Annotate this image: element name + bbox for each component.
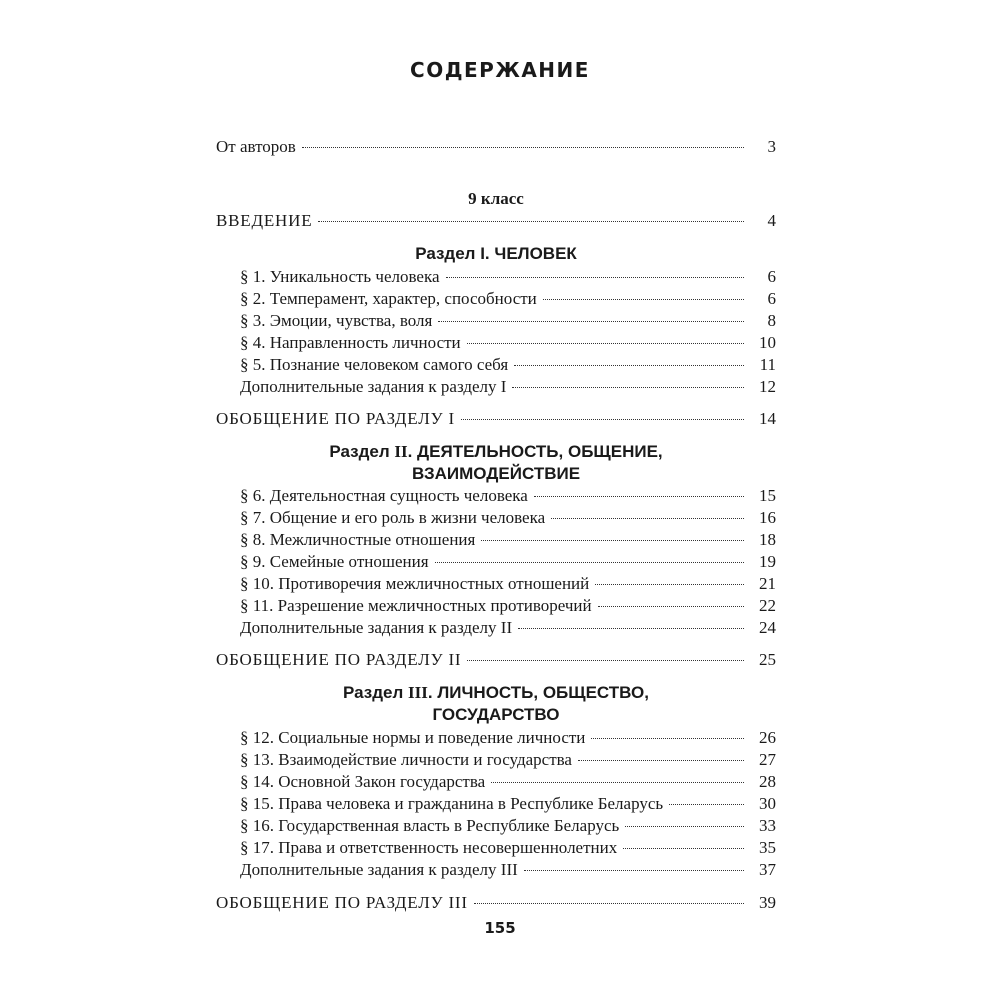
toc-summary-3[interactable]	[216, 891, 776, 915]
toc-entry-page: 3	[767, 137, 776, 156]
toc-entry-label: ВВЕДЕНИЕ	[216, 211, 313, 230]
toc-item-label: § 8. Межличностные отношения	[240, 530, 476, 549]
dot-leader	[578, 760, 744, 761]
dot-leader	[491, 782, 744, 783]
toc-item[interactable]	[240, 858, 776, 882]
toc-summary-2[interactable]	[216, 648, 776, 672]
toc-item-page: 22	[759, 596, 776, 615]
section-heading-3	[216, 682, 776, 704]
dot-leader	[474, 903, 744, 904]
section-title-prefix: Раздел	[329, 442, 395, 461]
dot-leader	[302, 147, 744, 148]
toc-item-label: Дополнительные задания к разделу I	[240, 377, 507, 396]
toc-item-label: § 2. Темперамент, характер, способности	[240, 289, 537, 308]
toc-item[interactable]	[240, 594, 776, 618]
dot-leader	[438, 321, 744, 322]
toc-item-label: § 10. Противоречия межличностных отношений	[240, 574, 590, 593]
toc-item[interactable]	[240, 528, 776, 552]
toc-item[interactable]	[240, 309, 776, 333]
dot-leader	[598, 606, 744, 607]
dot-leader	[518, 628, 744, 629]
toc-item[interactable]	[240, 748, 776, 772]
section-heading-1	[216, 243, 776, 265]
section-heading-2	[216, 441, 776, 463]
toc-item-page: 11	[759, 355, 776, 374]
dot-leader	[623, 848, 744, 849]
toc-item-page: 19	[759, 552, 776, 571]
section-heading-3-line2: ГОСУДАРСТВО	[432, 705, 560, 724]
dot-leader	[435, 562, 744, 563]
toc-entry-label: От авторов	[216, 137, 296, 156]
toc-item[interactable]	[240, 836, 776, 860]
section-roman-numeral: II	[394, 442, 408, 461]
toc-summary-page: 14	[759, 409, 776, 428]
toc-summary-label: ОБОБЩЕНИЕ ПО РАЗДЕЛУ I	[216, 409, 455, 428]
grade-heading: 9 класс	[468, 189, 524, 208]
toc-item[interactable]	[240, 550, 776, 574]
toc-item-page: 27	[759, 750, 776, 769]
toc-item-page: 30	[759, 794, 776, 813]
toc-entry-authors[interactable]	[216, 135, 776, 159]
section-title-rest: . ЛИЧНОСТЬ, ОБЩЕСТВО,	[427, 683, 649, 702]
dot-leader	[467, 343, 744, 344]
dot-leader	[467, 660, 744, 661]
toc-item-label: § 4. Направленность личности	[240, 333, 461, 352]
dot-leader	[524, 870, 744, 871]
toc-item[interactable]	[240, 616, 776, 640]
toc-item-label: § 1. Уникальность человека	[240, 267, 440, 286]
toc-item-label: § 5. Познание человеком самого себя	[240, 355, 509, 374]
dot-leader	[625, 826, 744, 827]
dot-leader	[551, 518, 744, 519]
toc-item-page: 18	[759, 530, 776, 549]
toc-item[interactable]	[240, 287, 776, 311]
toc-item-page: 26	[759, 728, 776, 747]
toc-item-page: 33	[759, 816, 776, 835]
toc-item[interactable]	[240, 814, 776, 838]
toc-item-label: § 3. Эмоции, чувства, воля	[240, 311, 433, 330]
dot-leader	[461, 419, 744, 420]
toc-item-label: § 9. Семейные отношения	[240, 552, 429, 571]
section-title: Раздел I. ЧЕЛОВЕК	[415, 244, 577, 263]
toc-item-label: § 11. Разрешение межличностных противоречий	[240, 596, 592, 615]
toc-summary-1[interactable]	[216, 407, 776, 431]
toc-item-label: § 7. Общение и его роль в жизни человека	[240, 508, 546, 527]
toc-summary-page: 25	[759, 650, 776, 669]
toc-entry-page: 4	[767, 211, 776, 230]
toc-item-page: 12	[759, 377, 776, 396]
toc-item[interactable]	[240, 353, 776, 377]
toc-item[interactable]	[240, 375, 776, 399]
toc-item-label: § 16. Государственная власть в Республике Беларусь	[240, 816, 620, 835]
toc-item[interactable]	[240, 572, 776, 596]
toc-item[interactable]	[240, 484, 776, 508]
section-heading-2-line2: ВЗАИМОДЕЙСТВИЕ	[411, 464, 581, 483]
toc-item-label: § 13. Взаимодействие личности и государства	[240, 750, 572, 769]
toc-summary-page: 39	[759, 893, 776, 912]
toc-item-label: § 6. Деятельностная сущность человека	[240, 486, 528, 505]
toc-item-page: 21	[759, 574, 776, 593]
toc-item-label: Дополнительные задания к разделу II	[240, 618, 513, 637]
dot-leader	[591, 738, 744, 739]
section-roman-numeral: III	[408, 683, 428, 702]
dot-leader	[512, 387, 744, 388]
dot-leader	[543, 299, 744, 300]
toc-item-page: 15	[759, 486, 776, 505]
toc-item[interactable]	[240, 506, 776, 530]
toc-item-label: § 14. Основной Закон государства	[240, 772, 486, 791]
toc-item-page: 10	[759, 333, 776, 352]
toc-item-page: 28	[759, 772, 776, 791]
toc-entry-intro[interactable]	[216, 209, 776, 233]
dot-leader	[318, 221, 744, 222]
toc-summary-label: ОБОБЩЕНИЕ ПО РАЗДЕЛУ II	[216, 650, 462, 669]
toc-item-page: 6	[767, 289, 776, 308]
toc-item[interactable]	[240, 331, 776, 355]
toc-item-label: § 12. Социальные нормы и поведение личности	[240, 728, 586, 747]
toc-item-page: 35	[759, 838, 776, 857]
toc-item[interactable]	[240, 726, 776, 750]
section-title-prefix: Раздел	[343, 683, 409, 702]
toc-item-label: § 17. Права и ответственность несовершеннолетних	[240, 838, 618, 857]
toc-summary-label: ОБОБЩЕНИЕ ПО РАЗДЕЛУ III	[216, 893, 468, 912]
toc-item[interactable]	[240, 792, 776, 816]
toc-item-label: Дополнительные задания к разделу III	[240, 860, 518, 879]
toc-item[interactable]	[240, 265, 776, 289]
page-title: СОДЕРЖАНИЕ	[410, 58, 590, 82]
dot-leader	[514, 365, 744, 366]
dot-leader	[481, 540, 744, 541]
toc-item-page: 24	[759, 618, 776, 637]
page-number: 155	[484, 919, 516, 937]
toc-item[interactable]	[240, 770, 776, 794]
dot-leader	[595, 584, 744, 585]
toc-item-page: 37	[759, 860, 776, 879]
dot-leader	[669, 804, 744, 805]
dot-leader	[534, 496, 744, 497]
dot-leader	[446, 277, 744, 278]
toc-item-page: 6	[767, 267, 776, 286]
section-title-rest: . ДЕЯТЕЛЬНОСТЬ, ОБЩЕНИЕ,	[407, 442, 663, 461]
toc-item-label: § 15. Права человека и гражданина в Республике Беларусь	[240, 794, 664, 813]
toc-item-page: 16	[759, 508, 776, 527]
toc-item-page: 8	[767, 311, 776, 330]
